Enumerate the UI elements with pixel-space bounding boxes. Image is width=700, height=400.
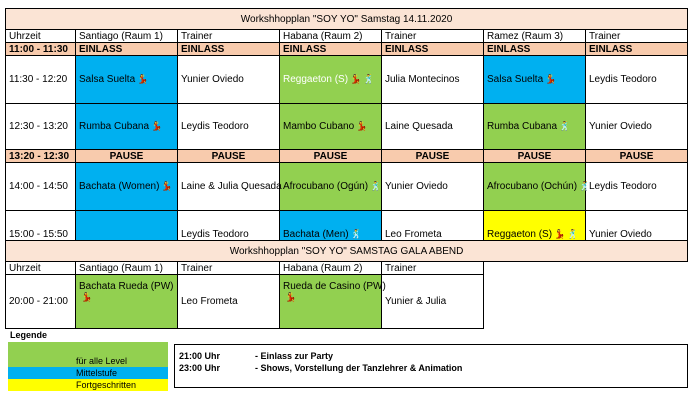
workshop-cell <box>484 104 586 150</box>
empty-cell <box>586 262 688 275</box>
trainer-cell: Leydis Teodoro <box>586 56 688 104</box>
dancer-icon: 🕺 <box>350 229 362 239</box>
workshop-cell <box>76 56 178 104</box>
workshop-cell <box>280 104 382 150</box>
header-time: Uhrzeit <box>6 262 76 275</box>
workshop-cell <box>484 163 591 211</box>
slot-time: 14:00 - 14:50 <box>6 163 76 211</box>
slot-time: 20:00 - 21:00 <box>6 275 76 329</box>
header-trainer: Trainer <box>178 262 280 275</box>
trainer-cell: Yunier Oviedo <box>586 104 688 150</box>
workshop-name: Afrocubano (Ochún) <box>487 181 578 192</box>
workshop-name: Bachata Rueda (PW) <box>79 281 174 292</box>
dancer-icon: 🕺 <box>567 229 579 239</box>
pause-label: PAUSE <box>178 150 280 163</box>
dancer-icon: 🕺 <box>559 121 571 131</box>
workshop-name: Reggaeton (S) <box>283 74 349 85</box>
workshop-cell <box>280 163 382 211</box>
legend-label-intermediate: Mittelstufe <box>76 368 118 378</box>
workshop-plan-table <box>5 8 688 259</box>
trainer-cell: Yunier & Julia <box>382 275 484 329</box>
pause-label: PAUSE <box>280 150 382 163</box>
workshop-name: Salsa Suelta <box>79 74 136 85</box>
workshop-cell <box>76 163 178 211</box>
event-time: 23:00 Uhr <box>179 363 221 373</box>
trainer-cell: Julia Montecinos <box>382 56 484 104</box>
trainer-cell: Leo Frometa <box>382 211 484 259</box>
header-trainer: Trainer <box>382 30 484 43</box>
workshop-name: Rumba Cubana <box>487 121 558 132</box>
dancer-icon: 💃 <box>151 121 163 131</box>
pause-label: PAUSE <box>484 150 586 163</box>
slot-time: 12:30 - 13:20 <box>6 104 76 150</box>
workshop-cell <box>280 56 382 104</box>
workshop-name: Rumba Cubana <box>79 121 150 132</box>
pause-label: PAUSE <box>76 150 178 163</box>
dancer-icon: 💃 <box>81 292 93 302</box>
slot-time: 11:30 - 12:20 <box>6 56 76 104</box>
dancer-icon: 🕺 <box>363 74 375 84</box>
workshop-name: Salsa Suelta <box>487 74 544 85</box>
dancer-icon: 💃 <box>554 229 566 239</box>
workshop-name: Afrocubano (Ogún) <box>283 181 369 192</box>
trainer-cell: Leydis Teodoro <box>586 163 688 211</box>
header-trainer: Trainer <box>382 262 484 275</box>
trainer-cell: Laine & Julia Quesada <box>178 163 280 211</box>
gala-title: Workshhopplan "SOY YO" SAMSTAG GALA ABEND <box>6 241 688 262</box>
workshop-name: Bachata (Men) <box>283 229 349 240</box>
header-trainer: Trainer <box>178 30 280 43</box>
header-room-ramez: Ramez (Raum 3) <box>484 30 586 43</box>
empty-cell <box>484 275 586 329</box>
einlass-label: EINLASS <box>484 43 586 56</box>
trainer-cell: Yunier Oviedo <box>382 163 484 211</box>
workshop-cell <box>76 275 178 329</box>
slot-time: 15:00 - 15:50 <box>6 211 76 259</box>
einlass-label: EINLASS <box>586 43 688 56</box>
trainer-cell: Laine Quesada <box>382 104 484 150</box>
workshop-name: Bachata (Women) <box>79 181 160 192</box>
trainer-cell: Leo Frometa <box>178 275 280 329</box>
header-time: Uhrzeit <box>6 30 76 43</box>
header-room-santiago: Santiago (Raum 1) <box>76 30 178 43</box>
header-room-santiago: Santiago (Raum 1) <box>76 262 178 275</box>
header-room-habana: Habana (Raum 2) <box>280 30 382 43</box>
dancer-icon: 🕺 <box>370 181 382 191</box>
einlass-label: EINLASS <box>76 43 178 56</box>
einlass-label: EINLASS <box>280 43 382 56</box>
workshop-name: Mambo Cubano <box>283 121 355 132</box>
workshop-cell <box>484 56 586 104</box>
empty-cell <box>586 275 688 329</box>
dancer-icon: 💃 <box>350 74 362 84</box>
workshop-cell <box>76 104 178 150</box>
evening-events-box <box>174 344 688 388</box>
dancer-icon: 💃 <box>137 74 149 84</box>
empty-cell <box>484 262 586 275</box>
header-trainer: Trainer <box>586 30 688 43</box>
pause-time: 13:20 - 12:30 <box>6 150 76 163</box>
event-time: 21:00 Uhr <box>179 351 221 361</box>
trainer-cell: Leydis Teodoro <box>178 104 280 150</box>
workshop-name: Rueda de Casino (PW) <box>283 281 386 292</box>
dancer-icon: 💃 <box>161 181 173 191</box>
header-room-habana: Habana (Raum 2) <box>280 262 382 275</box>
legend-label-advanced: Fortgeschritten <box>76 380 137 390</box>
einlass-time: 11:00 - 11:30 <box>6 43 76 56</box>
pause-label: PAUSE <box>586 150 688 163</box>
legend-label-all-levels: für alle Level <box>76 356 128 366</box>
trainer-cell: Yunier Oviedo <box>586 211 688 259</box>
dancer-icon: 💃 <box>356 121 368 131</box>
dancer-icon: 💃 <box>545 74 557 84</box>
plan-title: Workshhopplan "SOY YO" Samstag 14.11.2020 <box>6 9 688 30</box>
dancer-icon: 💃 <box>285 292 297 302</box>
legend-title: Legende <box>10 330 48 340</box>
pause-label: PAUSE <box>382 150 484 163</box>
gala-plan-table <box>5 240 688 329</box>
event-text: - Einlass zur Party <box>255 351 334 361</box>
einlass-label: EINLASS <box>178 43 280 56</box>
trainer-cell: Leydis Teodoro <box>178 211 280 259</box>
einlass-label: EINLASS <box>382 43 484 56</box>
event-text: - Shows, Vorstellung der Tanzlehrer & Animation <box>255 363 463 373</box>
workshop-name: Reggaeton (S) <box>487 229 553 240</box>
dancer-icon: 🕺 <box>579 181 591 191</box>
trainer-cell: Yunier Oviedo <box>178 56 280 104</box>
workshop-cell <box>280 275 386 329</box>
